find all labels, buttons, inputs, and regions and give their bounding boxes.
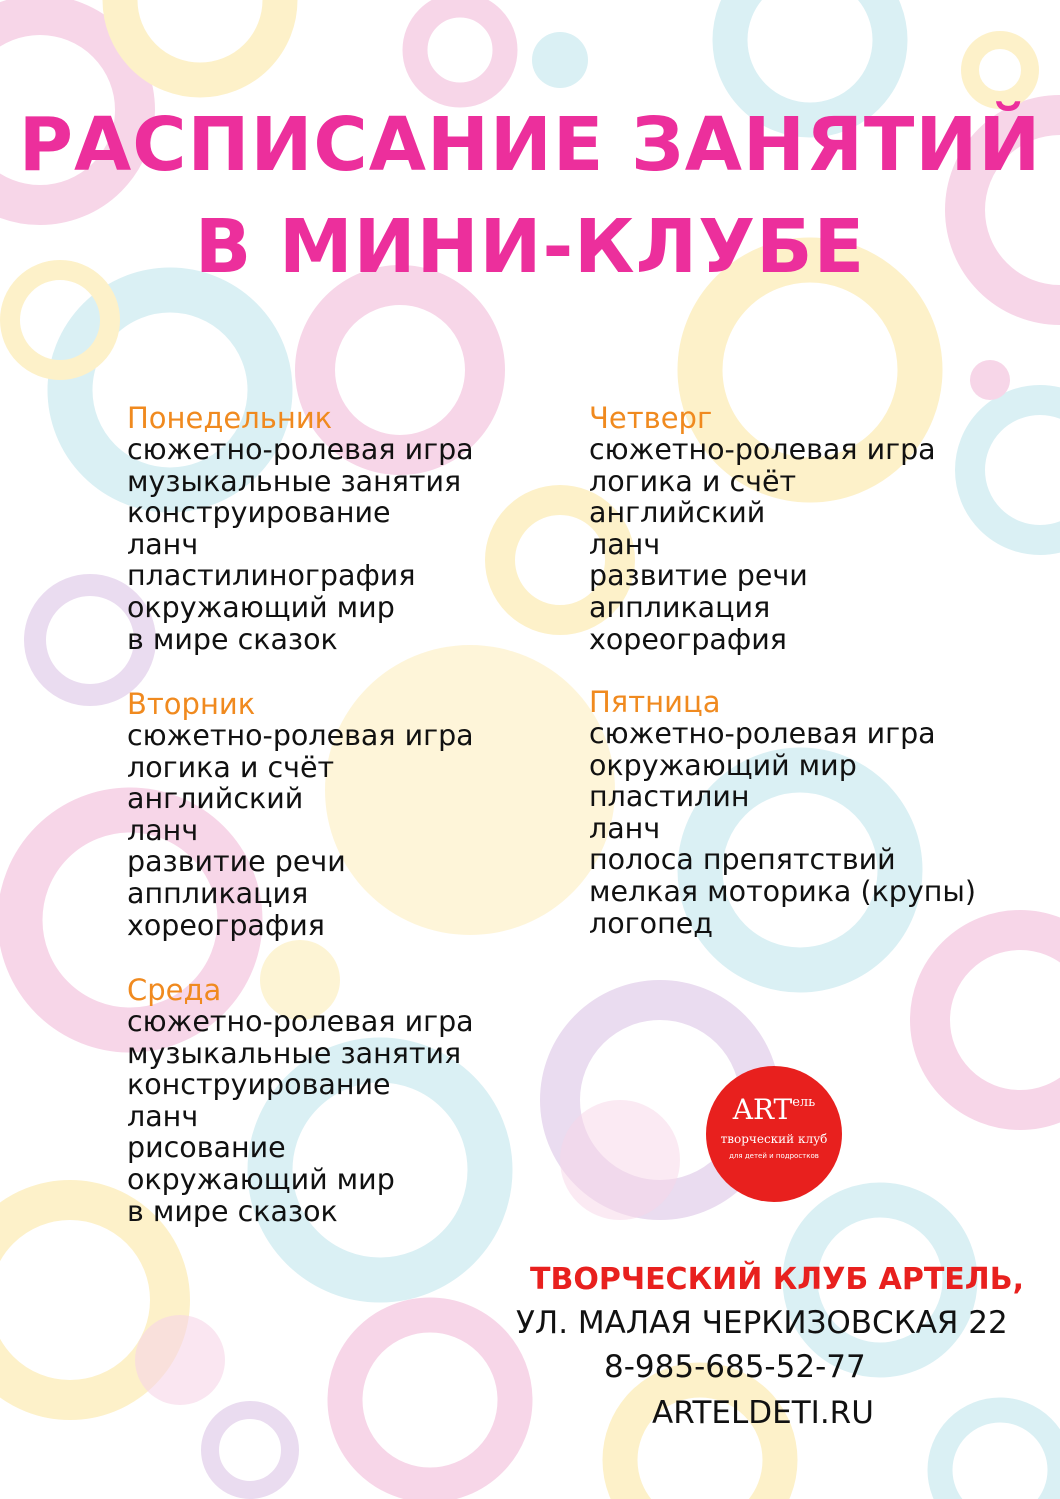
activity-item: ланч xyxy=(589,527,661,561)
logo-brand-text: ART xyxy=(732,1093,793,1126)
activity-item: развитие речи xyxy=(589,559,808,593)
day-block-monday xyxy=(127,402,474,655)
bg-disc xyxy=(970,360,1010,400)
activity-item: развитие речи xyxy=(127,845,346,879)
page-title-line2: В МИНИ-КЛУБЕ xyxy=(194,204,866,290)
activity-item: английский xyxy=(127,782,304,816)
activity-item: окружающий мир xyxy=(589,748,857,782)
bg-ring xyxy=(940,1410,1060,1499)
activity-item: окружающий мир xyxy=(127,1162,395,1196)
day-block-friday xyxy=(589,686,976,939)
activity-item: логопед xyxy=(589,906,713,940)
activity-item: аппликация xyxy=(589,590,771,624)
activity-item: музыкальные занятия xyxy=(127,464,462,498)
day-name-monday: Понедельник xyxy=(127,401,333,435)
activity-item: сюжетно-ролевая игра xyxy=(127,719,474,752)
day-name-thursday: Четверг xyxy=(589,401,713,435)
page-title-line1: РАСПИСАНИЕ ЗАНЯТИЙ xyxy=(18,102,1042,188)
artel-logo xyxy=(706,1066,842,1202)
activity-item: в мире сказок xyxy=(127,622,338,656)
activity-item: аппликация xyxy=(127,876,309,910)
activity-item: ланч xyxy=(127,527,199,561)
activity-item: сюжетно-ролевая игра xyxy=(127,1005,474,1038)
activity-item: ланч xyxy=(127,1099,199,1133)
activity-item: сюжетно-ролевая игра xyxy=(589,433,936,466)
day-name-friday: Пятница xyxy=(589,685,721,719)
activity-item: сюжетно-ролевая игра xyxy=(589,717,936,750)
activity-item: ланч xyxy=(127,813,199,847)
activity-list-monday xyxy=(127,434,474,655)
bg-ring xyxy=(930,930,1060,1110)
logo-subtitle: творческий клуб xyxy=(720,1132,828,1146)
club-website: ARTELDETI.RU xyxy=(652,1395,874,1431)
day-block-thursday xyxy=(589,402,936,655)
bg-ring xyxy=(345,1315,515,1485)
activity-item: пластилин xyxy=(589,780,750,814)
day-name-tuesday: Вторник xyxy=(127,687,256,721)
day-block-tuesday xyxy=(127,688,474,941)
club-phone: 8-985-685-52-77 xyxy=(604,1349,866,1385)
activity-item: рисование xyxy=(127,1131,286,1165)
activity-item: хореография xyxy=(127,908,325,942)
club-address: УЛ. МАЛАЯ ЧЕРКИЗОВСКАЯ 22 xyxy=(516,1305,1008,1341)
bg-disc xyxy=(532,32,588,88)
activity-item: мелкая моторика (крупы) xyxy=(589,874,977,908)
activity-list-thursday xyxy=(589,434,936,655)
bg-ring xyxy=(210,1410,290,1490)
day-block-wednesday xyxy=(127,974,474,1227)
bg-ring xyxy=(120,0,280,80)
bg-ring xyxy=(970,400,1060,540)
activity-list-friday xyxy=(589,718,976,939)
activity-item: музыкальные занятия xyxy=(127,1036,462,1070)
activity-item: пластилинография xyxy=(127,559,416,593)
activity-item: полоса препятствий xyxy=(589,843,896,877)
bg-disc xyxy=(560,1100,680,1220)
activity-item: английский xyxy=(589,496,766,530)
logo-brand xyxy=(706,1093,842,1126)
activity-item: конструирование xyxy=(127,496,391,530)
activity-item: в мире сказок xyxy=(127,1194,338,1228)
bg-ring xyxy=(970,40,1030,100)
activity-list-wednesday xyxy=(127,1006,474,1227)
day-name-wednesday: Среда xyxy=(127,973,222,1007)
bg-ring xyxy=(415,5,505,95)
activity-item: логика и счёт xyxy=(589,464,797,498)
logo-tagline: для детей и подростков xyxy=(729,1152,819,1160)
activity-item: ланч xyxy=(589,811,661,845)
activity-item: хореография xyxy=(589,622,787,656)
activity-item: окружающий мир xyxy=(127,590,395,624)
activity-item: логика и счёт xyxy=(127,750,335,784)
logo-brand-sup: ель xyxy=(792,1095,816,1110)
club-name: ТВОРЧЕСКИЙ КЛУБ АРТЕЛЬ, xyxy=(530,1262,1024,1297)
activity-list-tuesday xyxy=(127,720,474,941)
activity-item: сюжетно-ролевая игра xyxy=(127,433,474,466)
bg-disc xyxy=(135,1315,225,1405)
activity-item: конструирование xyxy=(127,1068,391,1102)
